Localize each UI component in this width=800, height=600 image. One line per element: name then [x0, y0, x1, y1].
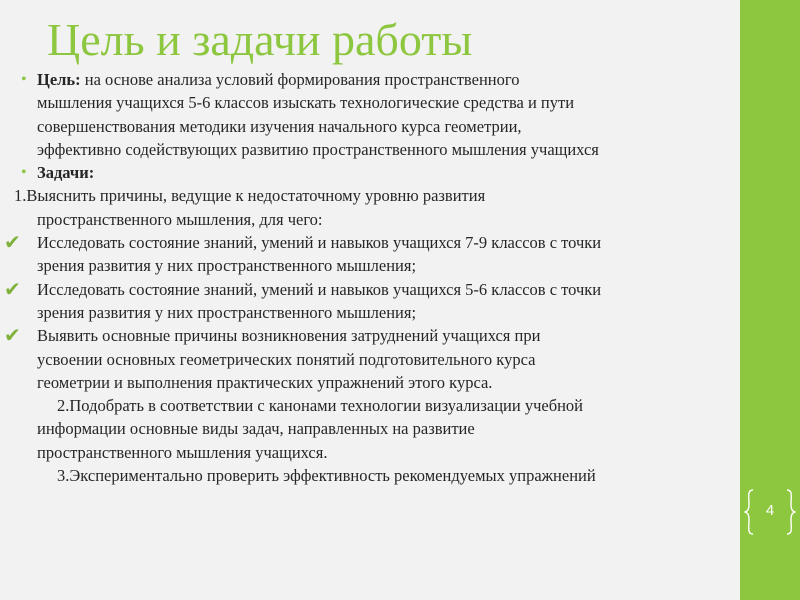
goal-line: эффективно содействующих развитию пространственного мышления учащихся: [37, 139, 599, 159]
subtask-line: усвоении основных геометрических понятий подготовительного курса: [37, 349, 536, 369]
task-2-line: информации основные виды задач, направленных на развитие: [37, 419, 475, 439]
tasks-label: Задачи:: [37, 163, 95, 183]
task-2-line: пространственного мышления учащихся.: [37, 442, 328, 462]
slide-title: Цель и задачи работы: [47, 14, 473, 65]
tasks-heading: [0, 161, 730, 184]
checkmark-icon: ✔: [4, 323, 21, 348]
bullet-icon: •: [21, 164, 27, 182]
checkmark-icon: ✔: [4, 230, 21, 255]
goal-line: [0, 68, 730, 91]
subtask-text: Исследовать состояние знаний, умений и навыков учащихся 7-9 классов с точки: [37, 233, 602, 253]
subtask-line: [0, 324, 730, 347]
checkmark-icon: ✔: [4, 276, 21, 301]
subtask-line: [0, 231, 730, 254]
task-3-line: 3.Экспериментально проверить эффективность рекомендуемых упражнений: [57, 466, 596, 486]
goal-line: мышления учащихся 5-6 классов изыскать технологические средства и пути: [37, 93, 575, 113]
task-2-line: 2.Подобрать в соответствии с канонами технологии визуализации учебной: [57, 396, 584, 416]
right-bracket-icon: [786, 489, 796, 535]
page-number-badge: [740, 489, 800, 537]
subtask-text: Исследовать состояние знаний, умений и навыков учащихся 5-6 классов с точки: [37, 279, 602, 299]
bullet-icon: •: [21, 71, 27, 88]
subtask-line: геометрии и выполнения практических упражнений этого курса.: [37, 372, 493, 392]
task-1-line: пространственного мышления, для чего:: [37, 209, 323, 229]
subtask-text: Выявить основные причины возникновения затруднений учащихся при: [37, 326, 541, 346]
subtask-line: зрения развития у них пространственного мышления;: [37, 302, 417, 322]
slide-content: [0, 68, 730, 487]
page-number: 4: [765, 502, 775, 519]
goal-label: Цель:: [37, 70, 81, 89]
subtask-line: зрения развития у них пространственного мышления;: [37, 256, 417, 276]
goal-text: на основе анализа условий формирования пространственного: [80, 70, 520, 89]
goal-line: совершенствования методики изучения начального курса геометрии,: [37, 116, 522, 136]
task-1-line: 1.Выяснить причины, ведущие к недостаточному уровню развития: [14, 186, 486, 206]
subtask-line: [0, 278, 730, 301]
